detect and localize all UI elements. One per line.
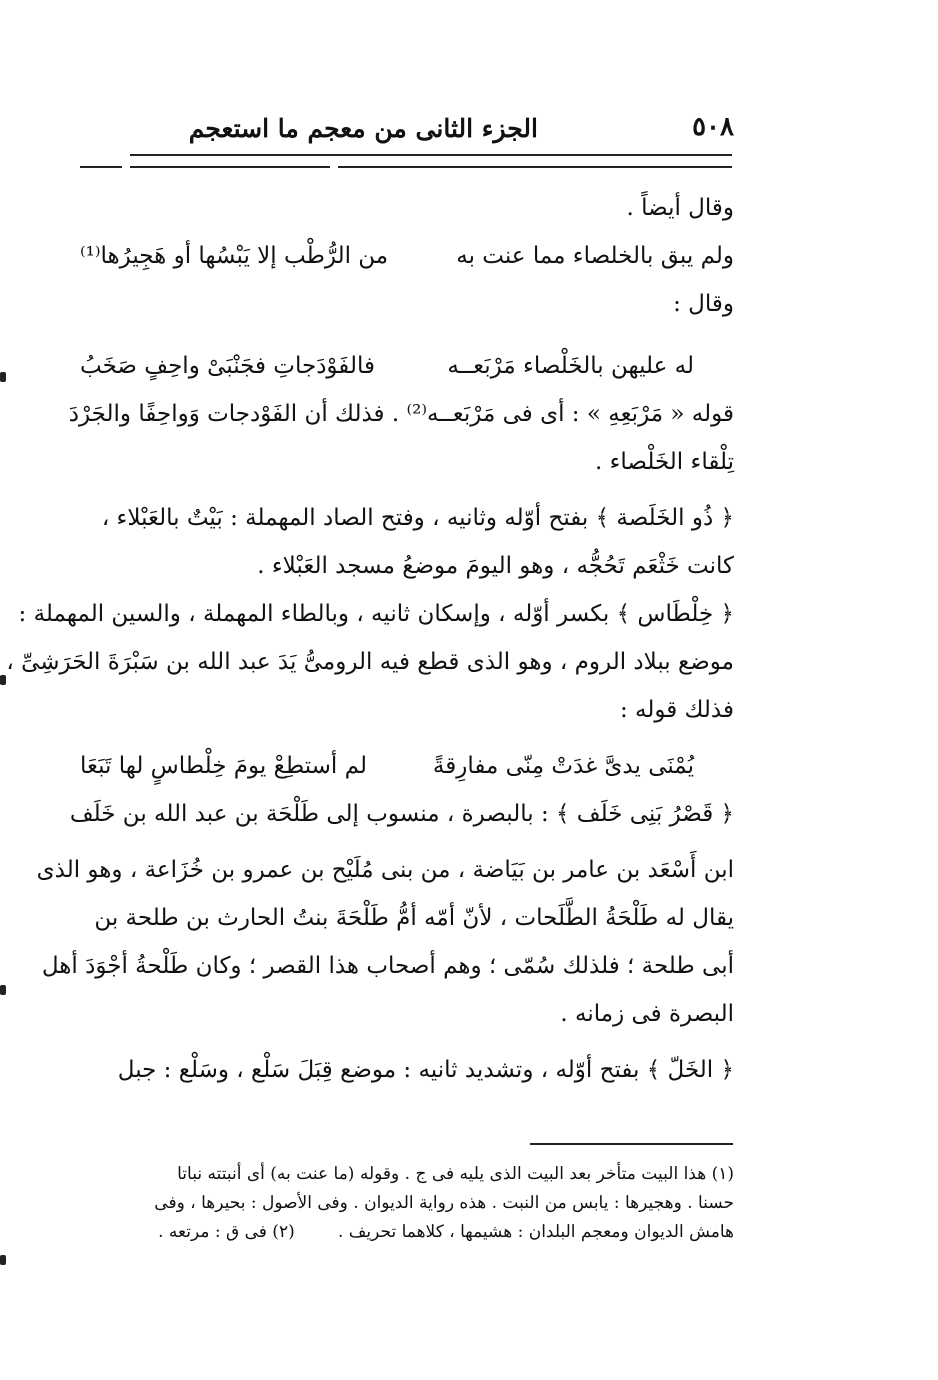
text-line: فذلك قوله : — [619, 697, 734, 723]
header-rule — [130, 154, 732, 156]
text-line: يقال له طَلْحَةُ الطَّلَحات ، لأنّ أمّه أمُّ طَلْحَةَ بنتُ الحارث بن طلحة بن — [94, 905, 734, 931]
text-line: موضع ببلاد الروم ، وهو الذى قطع فيه الرومىُّ يَدَ عبد الله بن سَبْرَةَ الحَرَشِىِّ ، — [6, 649, 734, 675]
header-rule-segment — [80, 166, 122, 168]
main-text — [6, 184, 734, 1094]
text-line: ابن أَسْعَد بن عامر بن بَيَاضة ، من بنى مُلَيْح بن عمرو بن خُزَاعة ، وهو الذى — [36, 857, 734, 883]
verse-hemistich-first: يُمْنَى يدىَّ غدَتْ مِنّى مفارِقةً — [432, 753, 694, 779]
footnote-line — [80, 1218, 734, 1247]
entry-line-al-khall: ﴿ الخَلّ ﴾ بفتح أوّله ، وتشديد ثانيه : موضع قِبَلَ سَلْع ، وسَلْع : جبل — [117, 1057, 734, 1083]
verse-hemistich-second: من الرُّطْب إلا يَبْسُها أو هَجِيرُها⁽¹⁾ — [80, 243, 389, 269]
verse-hemistich-second: لم أستطِعْ يومَ خِلْطاسٍ لها تَبَعَا — [80, 753, 367, 779]
page-header — [80, 108, 734, 154]
text-line: وقال : — [673, 291, 734, 317]
text-line: أبى طلحة ؛ فلذلك سُمّى ؛ وهم أصحاب هذا القصر ؛ وكان طَلْحةُ أجْوَدَ أهل — [41, 953, 734, 979]
scan-margin-mark — [0, 1255, 6, 1265]
text-line: كانت خَثْعَم تَحُجُّه ، وهو اليومَ موضعُ مسجد العَبْلاء . — [257, 553, 734, 579]
footnote-line: حسنا . وهجيرها : يابس من النبت . هذه رواية الديوان . وفى الأصول : بحيرها ، وفى — [154, 1193, 734, 1213]
text-line: البصرة فى زمانه . — [560, 1001, 734, 1027]
text-line: قوله « مَرْبَعِهِ » : أى فى مَرْبَعــه⁽²⁾ . فذلك أن الفَوْدجات وَواحِفًا والجَرْدَ — [68, 401, 734, 427]
entry-line-khiltas: ﴿ خِلْطَاس ﴾ بكسر أوّله ، وإسكان ثانيه ، وبالطاء المهملة ، والسين المهملة : — [18, 601, 734, 627]
verse-line — [80, 232, 734, 280]
entry-line-qasr-bani-khalaf: ﴿ قَصْرُ بَنِى خَلَف ﴾ : بالبصرة ، منسوب إلى طَلْحَة بن عبد الله بن خَلَف — [69, 801, 734, 827]
footnote-line: (١) هذا البيت متأخر بعد البيت الذى يليه فى ج . وقوله (ما عنت به) أى أنبتته نباتا — [177, 1164, 734, 1184]
scan-margin-mark — [0, 985, 6, 995]
footnotes — [80, 1160, 734, 1247]
verse-hemistich-first: ولم يبق بالخلصاء مما عنت به — [456, 243, 734, 269]
verse-hemistich-second: فالفَوْدَجاتِ فجَنْبَىْ واحِفٍ صَخَبُ — [80, 353, 375, 379]
header-rule-segment — [130, 166, 330, 168]
footnote-text: (٢) فى ق : مرتعه . — [158, 1222, 295, 1242]
scan-margin-mark — [0, 675, 6, 685]
running-title: الجزء الثانى من معجم ما استعجم — [188, 114, 538, 143]
scan-margin-mark — [0, 372, 6, 382]
page-number: ٥٠٨ — [692, 112, 734, 142]
text-line: وقال أيضاً . — [626, 195, 734, 221]
footnote-rule — [530, 1143, 733, 1145]
header-rule-segment — [338, 166, 732, 168]
footnote-text: هامش الديوان ومعجم البلدان : هشيمها ، كلاهما تحريف . — [337, 1222, 734, 1242]
entry-line-dhu-al-khalasa: ﴿ ذُو الخَلَصة ﴾ بفتح أوّله وثانيه ، وفتح الصاد المهملة : بَيْتٌ بالعَبْلاء ، — [101, 505, 734, 531]
verse-line — [80, 742, 734, 790]
verse-hemistich-first: له عليهن بالخَلْصاء مَرْبَعــه — [447, 353, 694, 379]
text-line: تِلْقاء الخَلْصاء . — [594, 449, 734, 475]
verse-line — [80, 342, 734, 390]
